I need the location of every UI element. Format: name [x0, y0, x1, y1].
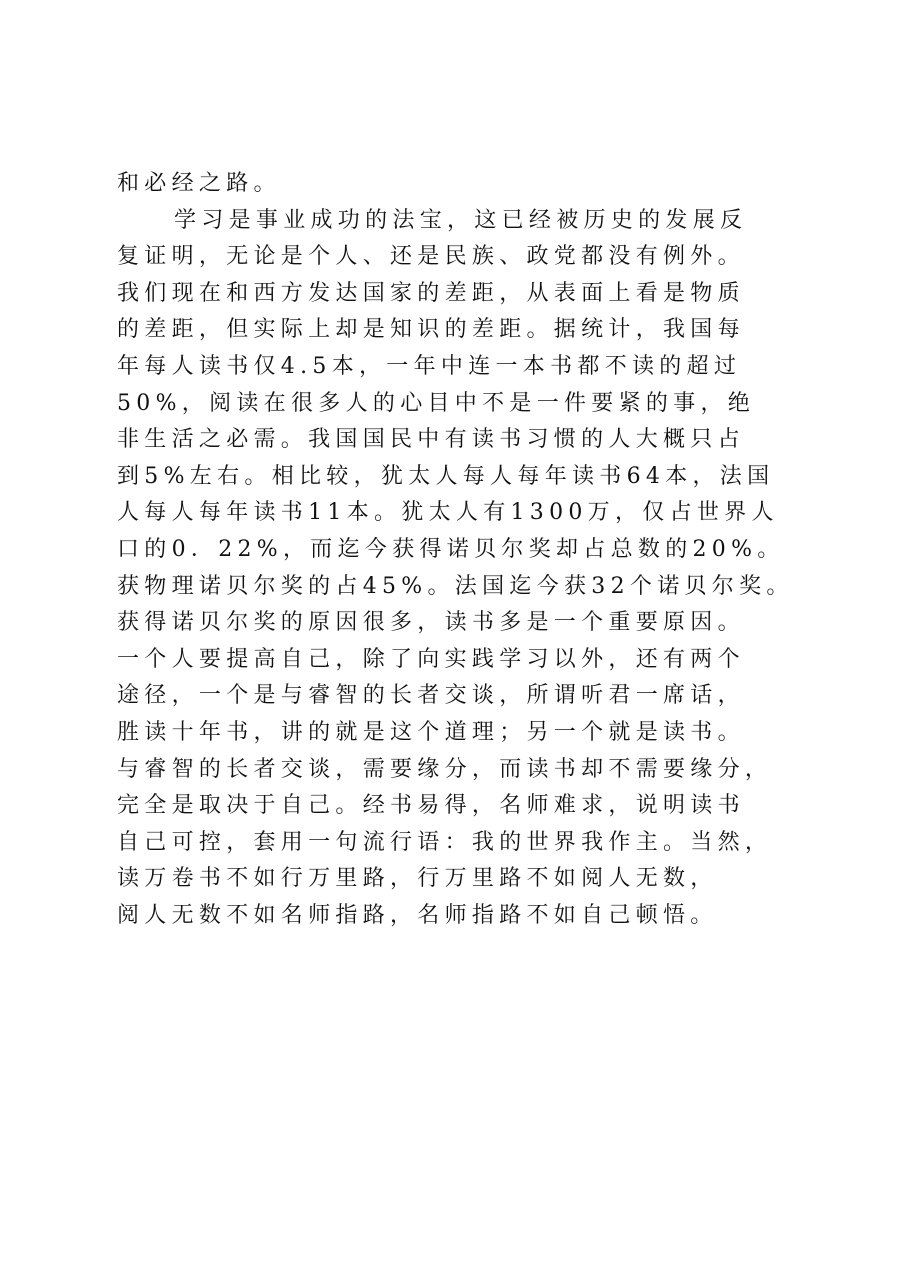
text-line: 获得诺贝尔奖的原因很多，读书多是一个重要原因。	[117, 610, 745, 636]
text-line: 获物理诺贝尔奖的占45%。法国迄今获32个诺贝尔奖。	[117, 573, 794, 599]
text-line: 人每人每年读书11本。犹太人有1300万，仅占世界人	[117, 500, 779, 526]
body-text	[117, 166, 817, 934]
text-line: 的差距，但实际上却是知识的差距。据统计，我国每	[117, 317, 745, 343]
text-line: 读万卷书不如行万里路，行万里路不如阅人无数，	[117, 866, 718, 892]
text-line: 完全是取决于自己。经书易得，名师难求，说明读书	[117, 793, 745, 819]
text-line: 途径，一个是与睿智的长者交谈，所谓听君一席话，	[117, 683, 745, 709]
text-line: 我们现在和西方发达国家的差距，从表面上看是物质	[117, 280, 745, 306]
text-line: 口的0．22%，而迄今获得诺贝尔奖却占总数的20%。	[117, 536, 785, 562]
paragraph-first-line: 学习是事业成功的法宝，这已经被历史的发展反	[174, 207, 748, 233]
text-line: 到5%左右。相比较，犹太人每人每年读书64本，法国	[117, 463, 775, 489]
text-line: 年每人读书仅4.5本，一年中连一本书都不读的超过	[117, 353, 742, 379]
text-line: 复证明，无论是个人、还是民族、政党都没有例外。	[117, 244, 745, 270]
text-line: 一个人要提高自己，除了向实践学习以外，还有两个	[117, 646, 745, 672]
text-line: 50%，阅读在很多人的心目中不是一件要紧的事，绝	[117, 390, 756, 416]
text-line: 阅人无数不如名师指路，名师指路不如自己顿悟。	[117, 902, 718, 928]
text-line: 胜读十年书，讲的就是这个道理；另一个就是读书。	[117, 719, 745, 745]
text-line: 和必经之路。	[117, 171, 281, 196]
text-line: 与睿智的长者交谈，需要缘分，而读书却不需要缘分，	[117, 756, 773, 782]
text-line: 非生活之必需。我国国民中有读书习惯的人大概只占	[117, 427, 745, 453]
text-line: 自己可控，套用一句流行语：我的世界我作主。当然，	[117, 829, 773, 855]
